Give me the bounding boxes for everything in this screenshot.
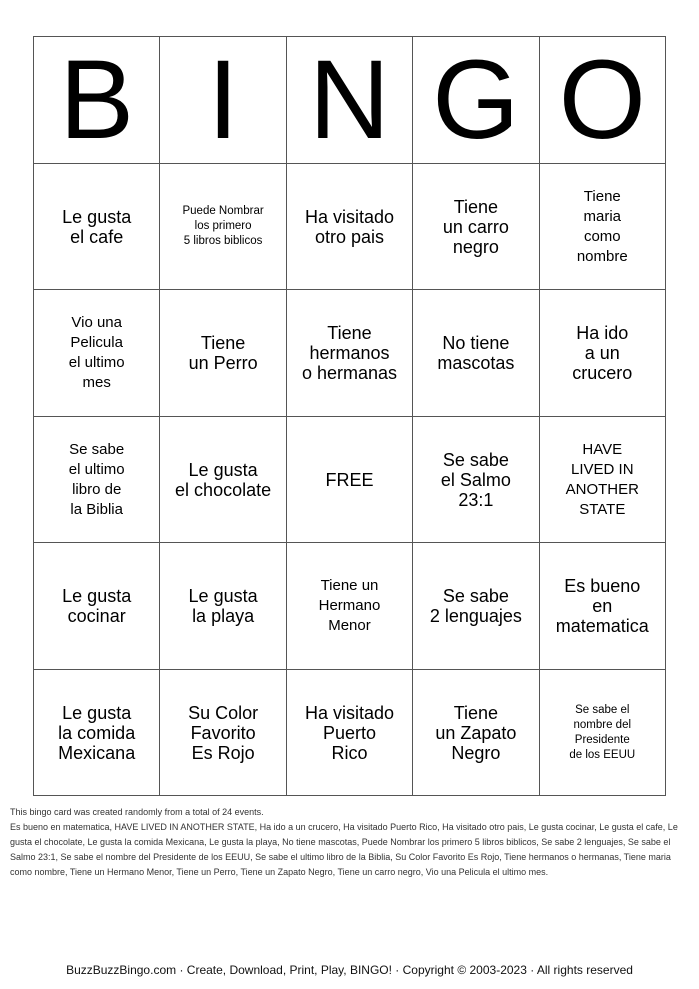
- card-event-list: [10, 805, 692, 880]
- header-row: [34, 37, 666, 164]
- card-row: [34, 164, 666, 290]
- bingo-cell: [539, 290, 665, 417]
- cell-text: Le gusta la comida Mexicana: [58, 702, 136, 763]
- cell-text: Puede Nombrar los primero 5 libros biblicos: [182, 205, 264, 247]
- bingo-cell: [539, 417, 665, 543]
- cell-text: FREE: [325, 469, 374, 490]
- bingo-cell: [539, 164, 665, 290]
- cell-text: Ha visitado Puerto Rico: [304, 702, 394, 763]
- bingo-cell: [160, 417, 286, 543]
- cell-text: Es bueno en matematica: [555, 576, 649, 636]
- header-letter-n: N: [286, 37, 412, 164]
- cell-text: Le gusta el cafe: [62, 206, 132, 247]
- cell-text: Se sabe 2 lenguajes: [429, 586, 522, 626]
- bingo-cell: [539, 543, 665, 670]
- cell-text: Le gusta cocinar: [62, 586, 132, 626]
- cell-text: Tiene un Perro: [188, 333, 258, 373]
- bingo-cell: [286, 164, 412, 290]
- cell-text: Tiene un Zapato Negro: [435, 702, 517, 763]
- bingo-cell: [34, 164, 160, 290]
- bingo-card: [33, 36, 666, 796]
- card-row: [34, 290, 666, 417]
- bingo-cell: [286, 543, 412, 670]
- event-count-note: This bingo card was created randomly from a total of 24 events.: [10, 807, 264, 817]
- bingo-cell: [286, 670, 412, 796]
- bingo-cell: [413, 417, 539, 543]
- cell-text: No tiene mascotas: [437, 333, 515, 373]
- cell-text: Ha ido a un crucero: [572, 323, 633, 383]
- free-space: [286, 417, 412, 543]
- cell-text: Tiene un Hermano Menor: [318, 577, 381, 634]
- bingo-cell: [413, 164, 539, 290]
- cell-text: Vio una Pelicula el ultimo mes: [68, 314, 125, 391]
- cell-text: Se sabe el ultimo libro de la Biblia: [68, 440, 125, 518]
- event-list-text: Es bueno en matematica, HAVE LIVED IN ANOTHER STATE, Ha ido a un crucero, Ha visitado Puerto Rico, Ha visitado otro pais, Le gusta cocinar, Le gusta el cafe, Le gusta el chocolate, Le gusta la comida Mexicana, Le gusta la playa, No tiene mascotas, Puede Nombrar los primero 5 libros biblicos, Se sabe 2 lenguajes, Se sabe el Salmo 23:1, Se sabe el nombre del Presidente de los EEUU, Se sabe el ultimo libro de la Biblia, Su Color Favorito Es Rojo, Tiene hermanos o hermanas, Tiene maria como nombre, Tiene un Hermano Menor, Tiene un Perro, Tiene un Zapato Negro, Tiene un carro negro, Vio una Pelicula el ultimo mes.: [10, 822, 678, 877]
- card-row: [34, 417, 666, 543]
- bingo-cell: [160, 670, 286, 796]
- site-credit: BuzzBuzzBingo.com · Create, Download, Print, Play, BINGO! · Copyright © 2003-2023 · All rights reserved: [66, 963, 633, 977]
- cell-text: Tiene un carro negro: [442, 196, 509, 257]
- cell-text: Su Color Favorito Es Rojo: [188, 702, 259, 763]
- card-row: [34, 670, 666, 796]
- cell-text: Tiene hermanos o hermanas: [301, 323, 397, 383]
- cell-text: Le gusta el chocolate: [175, 459, 272, 500]
- bingo-cell: [413, 543, 539, 670]
- bingo-cell: [286, 290, 412, 417]
- header-letter-i: I: [160, 37, 286, 164]
- bingo-cell: [413, 290, 539, 417]
- bingo-cell: [160, 164, 286, 290]
- bingo-cell: [34, 543, 160, 670]
- cell-text: HAVE LIVED IN ANOTHER STATE: [565, 440, 639, 518]
- bingo-cell: [34, 670, 160, 796]
- bingo-cell: [34, 417, 160, 543]
- bingo-cell: [160, 290, 286, 417]
- bingo-cell: [413, 670, 539, 796]
- cell-text: Se sabe el nombre del Presidente de los EEUU: [569, 703, 636, 761]
- bingo-cell: [34, 290, 160, 417]
- cell-text: Tiene maria como nombre: [576, 187, 628, 265]
- bingo-cell: [539, 670, 665, 796]
- cell-text: Le gusta la playa: [188, 586, 258, 626]
- bingo-cell: [160, 543, 286, 670]
- cell-text: Ha visitado otro pais: [304, 206, 394, 247]
- header-letter-o: O: [539, 37, 665, 164]
- header-letter-b: B: [34, 37, 160, 164]
- card-row: [34, 543, 666, 670]
- header-letter-g: G: [413, 37, 539, 164]
- cell-text: Se sabe el Salmo 23:1: [440, 449, 511, 510]
